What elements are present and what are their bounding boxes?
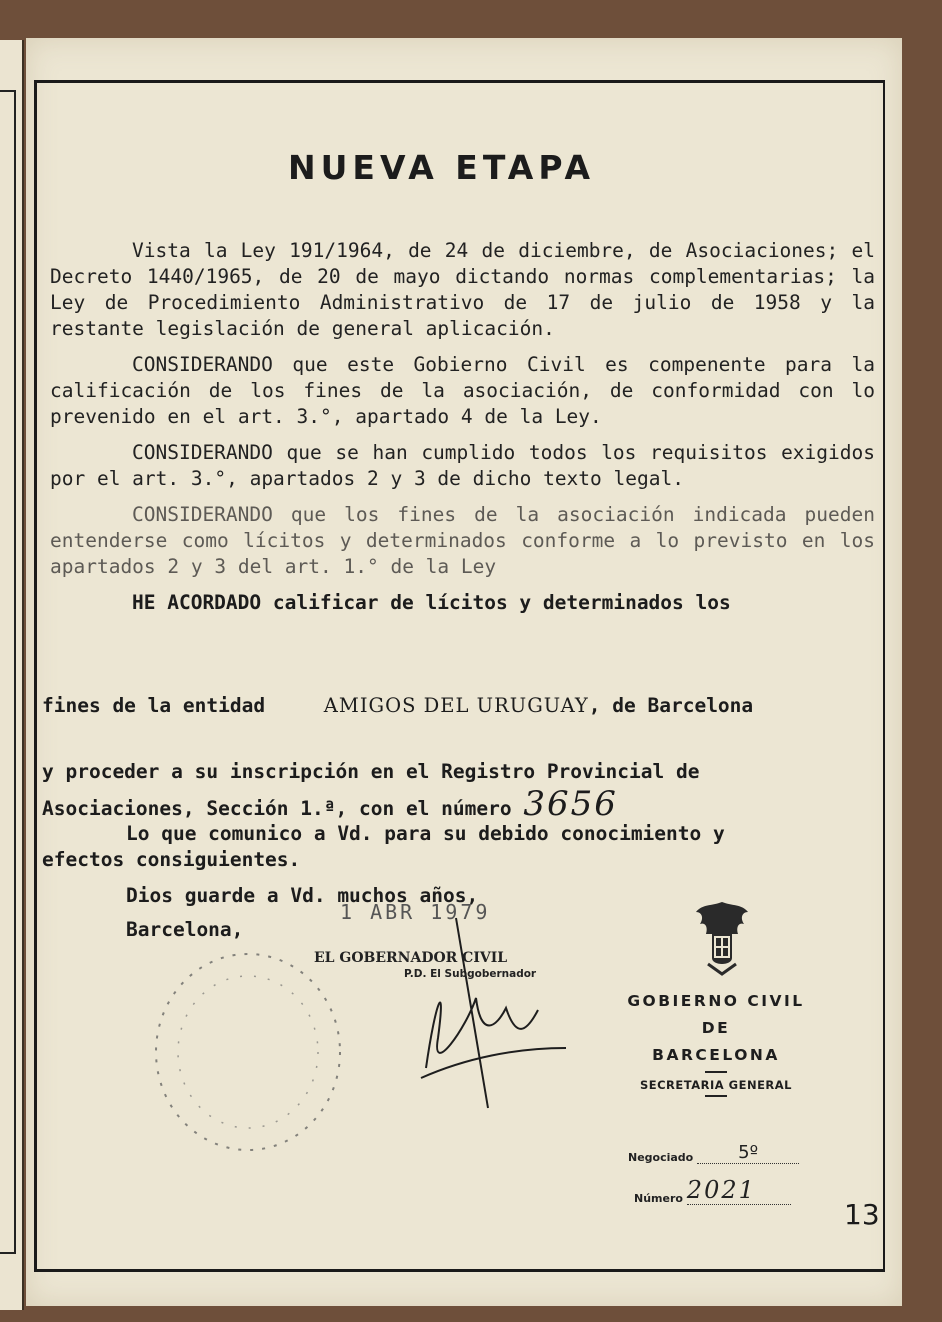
closing-dios: Dios guarde a Vd. muchos años,: [126, 884, 479, 907]
facing-page-edge: [0, 40, 24, 1310]
page-title: NUEVA ETAPA: [288, 148, 596, 187]
entity-suffix: , de Barcelona: [588, 694, 754, 717]
numero-field: [634, 1176, 791, 1205]
registro-number: 3656: [523, 784, 618, 824]
paragraph-acordado: HE ACORDADO calificar de lícitos y determinados los: [132, 591, 731, 614]
signature-scribble: [421, 918, 566, 1108]
letterhead-line-2: DE: [701, 1019, 731, 1037]
entity-name: AMIGOS DEL URUGUAY: [323, 694, 589, 717]
negociado-label: Negociado: [628, 1151, 694, 1164]
coat-of-arms-icon: [690, 898, 754, 978]
round-seal-stamp: [156, 954, 340, 1150]
gobernador-label: EL GOBERNADOR CIVIL: [314, 950, 508, 966]
paragraph-considerando-3: CONSIDERANDO que los fines de la asociación indicada pueden entenderse como lícitos y determinados conforme a lo previsto en los apartados 2 y 3 del art. 1.° de la Ley: [50, 503, 875, 578]
comunico-line-2: efectos consiguientes.: [42, 848, 301, 871]
comunico-line-1: Lo que comunico a Vd. para su debido conocimiento y: [126, 822, 725, 845]
divider: [705, 1095, 727, 1097]
negociado-value: 5º: [697, 1142, 799, 1164]
registro-label: Asociaciones, Sección 1.ª, con el número: [42, 797, 512, 820]
stamps-and-signature: [26, 38, 902, 1306]
numero-label: Número: [634, 1192, 683, 1205]
numero-value: 2021: [687, 1176, 791, 1205]
letterhead-line-1: GOBIERNO CIVIL: [627, 992, 805, 1010]
page-number: 13: [844, 1198, 880, 1231]
divider: [705, 1071, 727, 1073]
registro-line-1: y proceder a su inscripción en el Registro Provincial de: [42, 760, 700, 783]
paragraph-considerando-1: CONSIDERANDO que este Gobierno Civil es compenente para la calificación de los fines de la asociación, de conformidad con lo prevenido en el art. 3.°, apartado 4 de la Ley.: [50, 353, 875, 428]
document-page: [26, 38, 902, 1306]
subgobernador-label: P.D. El Subgobernador: [404, 968, 537, 980]
closing-lugar: Barcelona,: [126, 918, 244, 941]
letterhead-line-3: BARCELONA: [652, 1046, 780, 1064]
negociado-field: [628, 1142, 799, 1164]
date-stamp: 1 ABR 1979: [340, 900, 491, 924]
paragraph-considerando-2: CONSIDERANDO que se han cumplido todos los requisitos exigidos por el art. 3.°, apartados 2 y 3 de dicho texto legal.: [50, 441, 875, 490]
letterhead-secretaria: SECRETARIA GENERAL: [639, 1078, 793, 1092]
paragraph-vista: Vista la Ley 191/1964, de 24 de diciembre, de Asociaciones; el Decreto 1440/1965, de 20 de mayo dictando normas complementarias; la Ley de Procedimiento Administrativo de 17 de julio de 1958 y la restante legislación de general aplicación.: [50, 239, 875, 340]
letterhead: [596, 988, 836, 1101]
fines-prefix: fines de la entidad: [42, 694, 266, 717]
